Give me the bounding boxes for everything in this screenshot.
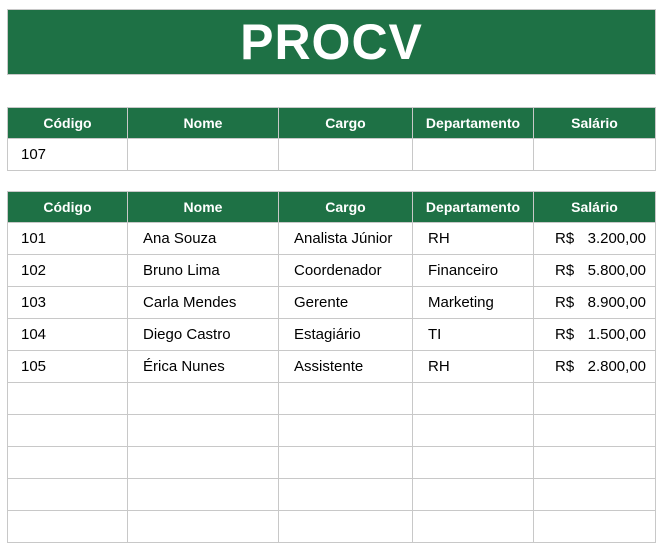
empty-cell[interactable] (534, 447, 656, 479)
lookup-cargo-cell[interactable] (279, 139, 413, 171)
header-salario: Salário (534, 108, 656, 139)
empty-cell[interactable] (279, 479, 413, 511)
salario-value: 5.800,00 (587, 262, 646, 279)
empty-cell[interactable] (279, 383, 413, 415)
salario-value: 1.500,00 (587, 326, 646, 343)
empty-cell[interactable] (128, 447, 279, 479)
currency-symbol: R$ (555, 358, 575, 375)
codigo-cell[interactable]: 101 (8, 223, 128, 255)
currency-symbol: R$ (555, 326, 575, 343)
page-title: PROCV (7, 9, 656, 75)
lookup-nome-cell[interactable] (128, 139, 279, 171)
departamento-cell[interactable]: TI (413, 319, 534, 351)
empty-cell[interactable] (8, 415, 128, 447)
header-codigo: Código (8, 192, 128, 223)
cargo-cell[interactable]: Analista Júnior (279, 223, 413, 255)
salario-cell[interactable] (534, 287, 656, 319)
empty-row (8, 383, 656, 415)
salario-cell[interactable] (534, 351, 656, 383)
lookup-header-row (8, 108, 656, 139)
lookup-table (7, 107, 656, 171)
codigo-cell[interactable]: 105 (8, 351, 128, 383)
table-row (8, 255, 656, 287)
currency-symbol: R$ (555, 262, 575, 279)
salario-value: 2.800,00 (587, 358, 646, 375)
empty-cell[interactable] (413, 415, 534, 447)
lookup-codigo-cell[interactable]: 107 (8, 139, 128, 171)
empty-cell[interactable] (128, 479, 279, 511)
header-nome: Nome (128, 108, 279, 139)
departamento-cell[interactable]: Marketing (413, 287, 534, 319)
table-row (8, 287, 656, 319)
header-cargo: Cargo (279, 108, 413, 139)
salario-value: 3.200,00 (587, 230, 646, 247)
empty-cell[interactable] (8, 383, 128, 415)
codigo-cell[interactable]: 102 (8, 255, 128, 287)
header-departamento: Departamento (413, 108, 534, 139)
codigo-cell[interactable]: 103 (8, 287, 128, 319)
nome-cell[interactable]: Bruno Lima (128, 255, 279, 287)
empty-row (8, 511, 656, 543)
empty-cell[interactable] (8, 511, 128, 543)
empty-cell[interactable] (413, 511, 534, 543)
empty-cell[interactable] (413, 479, 534, 511)
empty-cell[interactable] (534, 383, 656, 415)
codigo-cell[interactable]: 104 (8, 319, 128, 351)
currency-symbol: R$ (555, 230, 575, 247)
cargo-cell[interactable]: Estagiário (279, 319, 413, 351)
departamento-cell[interactable]: Financeiro (413, 255, 534, 287)
nome-cell[interactable]: Érica Nunes (128, 351, 279, 383)
departamento-cell[interactable]: RH (413, 351, 534, 383)
nome-cell[interactable]: Carla Mendes (128, 287, 279, 319)
nome-cell[interactable]: Diego Castro (128, 319, 279, 351)
table-row (8, 319, 656, 351)
empty-cell[interactable] (128, 511, 279, 543)
empty-cell[interactable] (279, 415, 413, 447)
header-cargo: Cargo (279, 192, 413, 223)
table-row (8, 351, 656, 383)
data-header-row (8, 192, 656, 223)
empty-cell[interactable] (534, 479, 656, 511)
departamento-cell[interactable]: RH (413, 223, 534, 255)
lookup-row (8, 139, 656, 171)
empty-cell[interactable] (8, 447, 128, 479)
empty-row (8, 415, 656, 447)
empty-cell[interactable] (279, 511, 413, 543)
salario-cell[interactable] (534, 223, 656, 255)
empty-cell[interactable] (8, 479, 128, 511)
salario-cell[interactable] (534, 255, 656, 287)
lookup-departamento-cell[interactable] (413, 139, 534, 171)
table-row (8, 223, 656, 255)
empty-cell[interactable] (413, 447, 534, 479)
empty-cell[interactable] (128, 383, 279, 415)
empty-cell[interactable] (534, 415, 656, 447)
salario-cell[interactable] (534, 319, 656, 351)
header-salario: Salário (534, 192, 656, 223)
header-codigo: Código (8, 108, 128, 139)
empty-row (8, 479, 656, 511)
nome-cell[interactable]: Ana Souza (128, 223, 279, 255)
cargo-cell[interactable]: Gerente (279, 287, 413, 319)
empty-cell[interactable] (128, 415, 279, 447)
lookup-salario-cell[interactable] (534, 139, 656, 171)
salario-value: 8.900,00 (587, 294, 646, 311)
empty-cell[interactable] (413, 383, 534, 415)
empty-cell[interactable] (534, 511, 656, 543)
data-table (7, 191, 656, 543)
header-nome: Nome (128, 192, 279, 223)
currency-symbol: R$ (555, 294, 575, 311)
cargo-cell[interactable]: Assistente (279, 351, 413, 383)
empty-row (8, 447, 656, 479)
header-departamento: Departamento (413, 192, 534, 223)
cargo-cell[interactable]: Coordenador (279, 255, 413, 287)
empty-cell[interactable] (279, 447, 413, 479)
